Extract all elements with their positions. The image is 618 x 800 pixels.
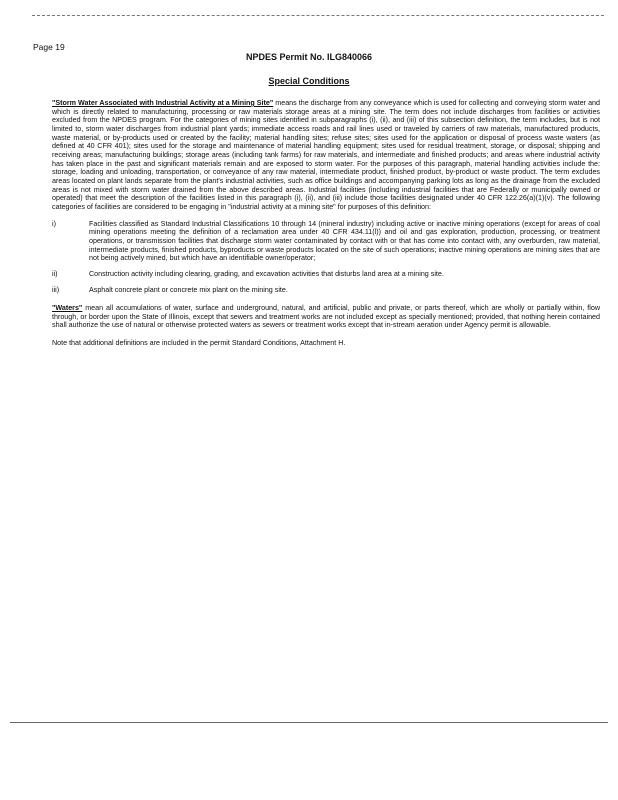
attachment-note: Note that additional definitions are included in the permit Standard Conditions, Attachment H. bbox=[52, 339, 346, 348]
scan-bottom-edge bbox=[10, 722, 608, 723]
page-number: Page 19 bbox=[33, 42, 65, 52]
category-marker: iii) bbox=[52, 286, 60, 295]
category-text: Facilities classified as Standard Industrial Classifications 10 through 14 (mineral industry) including active or inactive mining operations (except for areas of coal mining operations meeting the definition of a reclamation area under 40 CFR 434.11(l)) and oil and gas exploration, production, processing, or treatment operations, or transmission facilities that discharge storm water contaminated by contact with or that has come into contact with, any overburden, raw material, intermediate products, finished products, byproducts or waste products located on the site of such operations; inactive mining operations are mining sites that are not being actively mined, but which have an identifiable owner/operator; bbox=[89, 219, 600, 263]
document-body bbox=[52, 99, 600, 348]
storm-water-text: means the discharge from any conveyance which is used for collecting and conveying storm water and which is directly related to manufacturing, processing or raw materials storage areas at a mining site. The term does not include discharges from facilities or activities excluded from the NPDES program. For the categories of mining sites identified in subparagraphs (i), (ii), and (iii) of this subsection definition, the term includes, but is not limited to, storm water discharges from industrial plant yards; immediate access roads and rail lines used or traveled by carriers of raw materials, manufactured products, waste material, or by-products used or created by the facility; material handling sites; refuse sites; sites used for the application or disposal of process waste waters (as defined at 40 CFR 401); sites used for the storage and maintenance of material handling equipment; sites used for residual treatment, storage, or disposal; shipping and receiving areas; manufacturing buildings; storage areas (including tank farms) for raw materials, and intermediate and finished products; and areas where industrial activity has taken place in the past and significant materials remain and are exposed to storm water. For the purposes of this paragraph, material handling activities include the: storage, loading and unloading, transportation, or conveyance of any raw material, intermediate product, finished product, by-product or waste product. The term excludes areas located on plant lands separate from the plant's industrial activities, such as office buildings and accompanying parking lots as long as the drainage from the excluded areas is not mixed with storm water drained from the above described areas. Industrial facilities (including industrial facilities that are Federally or municipally owned or operated) that meet the description of the facilities listed in this paragraph (i), (ii), and (iii) include those facilities designated under 40 CFR 122.26(a)(1)(v). The following categories of facilities are considered to be engaging in "industrial activity at a mining site" for purposes of this definition: bbox=[52, 99, 600, 211]
category-item-i bbox=[52, 220, 600, 263]
storm-water-definition bbox=[52, 99, 600, 212]
scan-top-edge bbox=[32, 15, 604, 16]
category-marker: ii) bbox=[52, 269, 58, 278]
permit-title: NPDES Permit No. ILG840066 bbox=[245, 52, 373, 62]
category-text: Asphalt concrete plant or concrete mix plant on the mining site. bbox=[89, 286, 288, 295]
section-title: Special Conditions bbox=[268, 76, 350, 86]
category-marker: i) bbox=[52, 219, 56, 228]
waters-definition bbox=[52, 304, 600, 330]
storm-water-term: "Storm Water Associated with Industrial Activity at a Mining Site" bbox=[52, 99, 274, 107]
category-text: Construction activity including clearing, grading, and excavation activities that disturbs land area at a mining site. bbox=[89, 269, 444, 278]
waters-text: mean all accumulations of water, surface and underground, natural, and artificial, public and private, or parts thereof, which are wholly or partially within, flow through, or border upon the State of Illinois, except that sewers and treatment works are not included except as specially mentioned; provided, that nothing herein contained shall authorize the use of natural or otherwise protected waters as sewers or treatment works except that in-stream aeration under Agency permit is allowable. bbox=[52, 304, 600, 330]
category-item-ii bbox=[52, 270, 600, 279]
category-item-iii bbox=[52, 286, 600, 295]
waters-term: "Waters" bbox=[52, 304, 83, 313]
